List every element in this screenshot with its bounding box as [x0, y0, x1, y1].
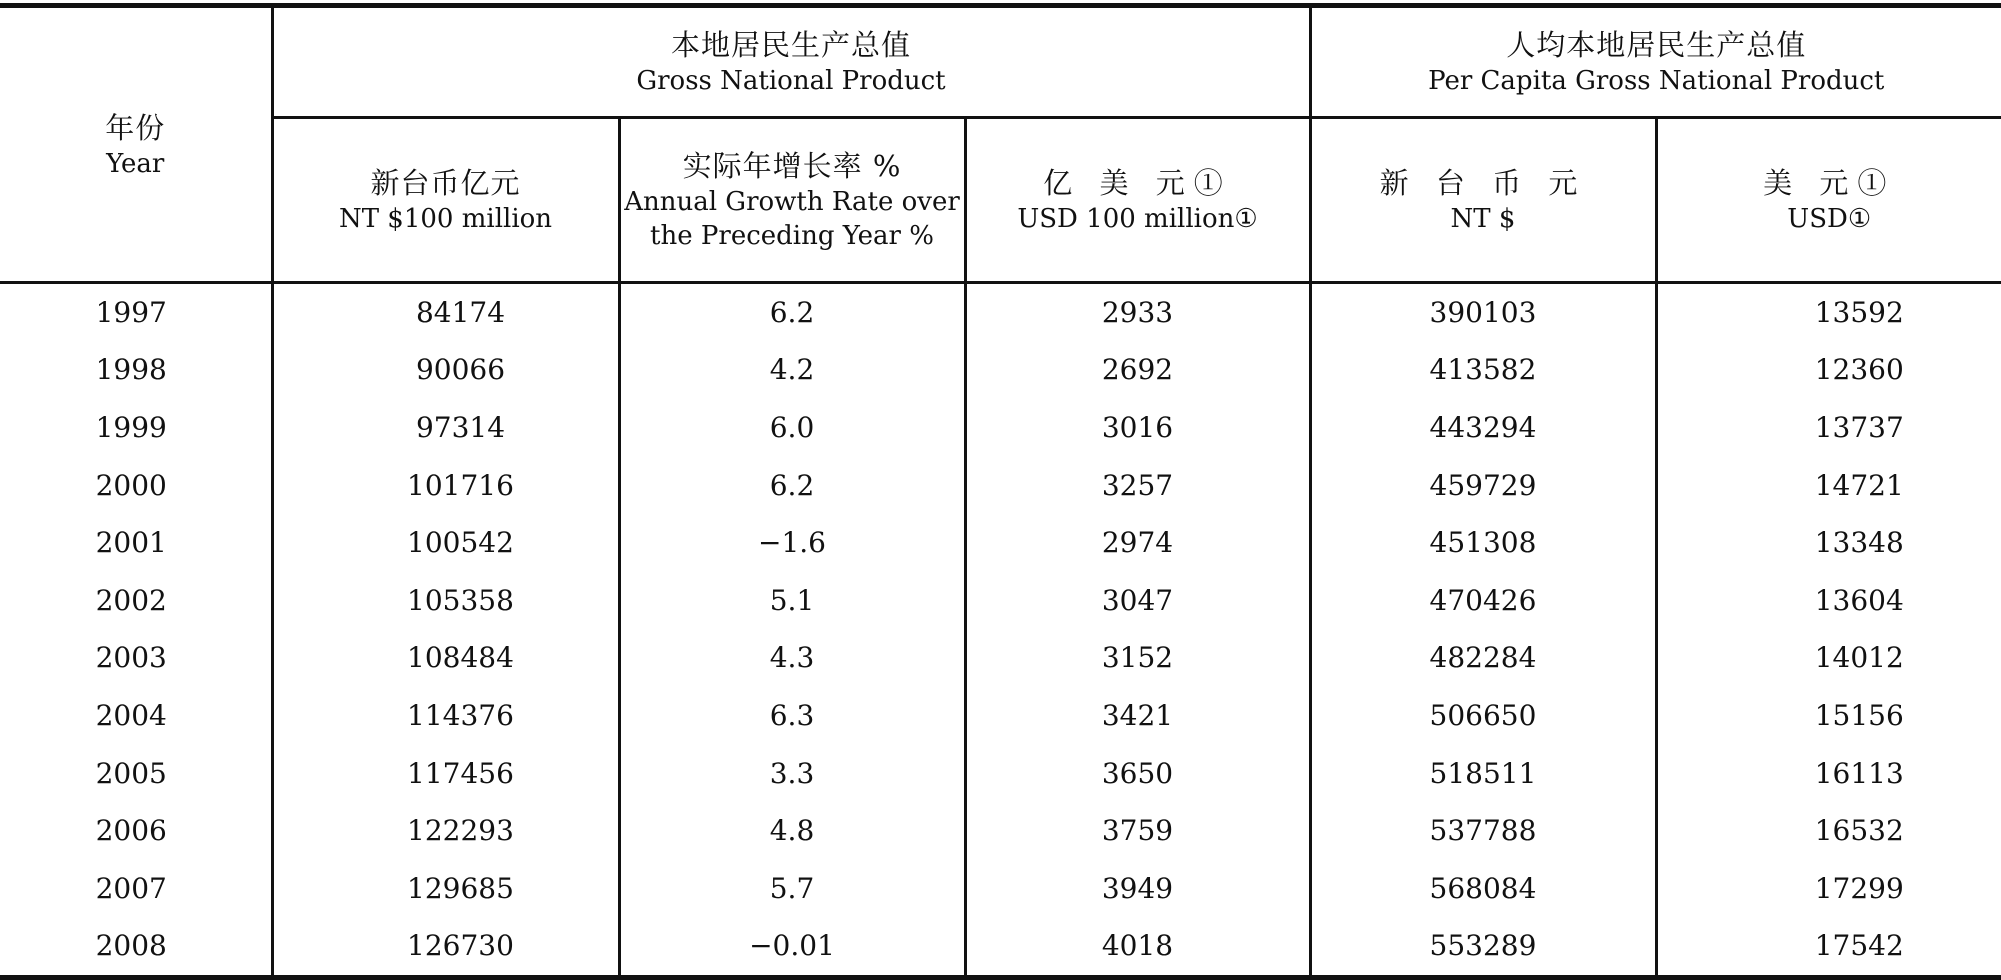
nt-100m-cell: 126730 [272, 918, 619, 978]
nt-100m-cell: 90066 [272, 342, 619, 400]
usd-100m-cell: 3650 [965, 745, 1310, 803]
per-capita-group-header-zh: 人均本地居民生产总值 [1312, 26, 2001, 64]
usd-per-capita-cell: 16113 [1656, 745, 2001, 803]
gnp-group-header-en: Gross National Product [274, 64, 1309, 98]
year-cell: 2002 [0, 572, 272, 630]
gnp-group-header-zh: 本地居民生产总值 [274, 26, 1309, 64]
usd-per-capita-cell: 13737 [1656, 399, 2001, 457]
nt-per-capita-cell: 443294 [1310, 399, 1656, 457]
table-row [0, 399, 2001, 457]
nt-per-capita-cell: 518511 [1310, 745, 1656, 803]
growth-rate-cell: 6.3 [619, 687, 965, 745]
column-header-en: USD① [1658, 202, 2001, 236]
column-header-zh: 新 台 币 元 [1312, 164, 1655, 202]
nt-per-capita-cell: 506650 [1310, 687, 1656, 745]
year-header-en: Year [0, 147, 271, 181]
table-row [0, 860, 2001, 918]
column-header-zh: 新台币亿元 [274, 164, 618, 202]
usd-per-capita-cell: 17299 [1656, 860, 2001, 918]
year-cell: 2007 [0, 860, 272, 918]
nt-100m-cell: 97314 [272, 399, 619, 457]
year-cell: 1999 [0, 399, 272, 457]
usd-per-capita-cell: 14012 [1656, 630, 2001, 688]
usd-per-capita-cell: 13348 [1656, 514, 2001, 572]
growth-rate-cell: 4.8 [619, 802, 965, 860]
nt-100m-cell: 122293 [272, 802, 619, 860]
nt-100m-cell: 117456 [272, 745, 619, 803]
usd-100m-cell: 3257 [965, 457, 1310, 515]
nt-per-capita-cell: 451308 [1310, 514, 1656, 572]
table-row [0, 630, 2001, 688]
usd-per-capita-cell: 12360 [1656, 342, 2001, 400]
usd-100m-cell: 3016 [965, 399, 1310, 457]
usd-per-capita-cell: 17542 [1656, 918, 2001, 978]
per-capita-group-header-en: Per Capita Gross National Product [1312, 64, 2001, 98]
nt-per-capita-column-header [1310, 118, 1656, 283]
nt-per-capita-cell: 459729 [1310, 457, 1656, 515]
year-cell: 2003 [0, 630, 272, 688]
growth-rate-cell: −1.6 [619, 514, 965, 572]
year-cell: 1998 [0, 342, 272, 400]
table-row [0, 514, 2001, 572]
column-header-en: NT $100 million [274, 202, 618, 236]
usd-100m-cell: 2933 [965, 283, 1310, 342]
nt-100m-cell: 108484 [272, 630, 619, 688]
usd-per-capita-cell: 15156 [1656, 687, 2001, 745]
gnp-statistics-table [0, 3, 2001, 980]
column-header-zh: 实际年增长率 % [621, 147, 964, 185]
growth-rate-cell: 5.1 [619, 572, 965, 630]
nt-100m-cell: 114376 [272, 687, 619, 745]
growth-rate-cell: 6.2 [619, 457, 965, 515]
table-row [0, 687, 2001, 745]
column-header-en: Annual Growth Rate over [621, 185, 964, 219]
column-header-en: NT $ [1312, 202, 1655, 236]
year-cell: 2008 [0, 918, 272, 978]
usd-100m-cell: 2692 [965, 342, 1310, 400]
nt-100m-cell: 100542 [272, 514, 619, 572]
gnp-group-header [272, 6, 1310, 118]
nt-100m-cell: 101716 [272, 457, 619, 515]
table-row [0, 745, 2001, 803]
usd-100m-cell: 4018 [965, 918, 1310, 978]
nt-per-capita-cell: 568084 [1310, 860, 1656, 918]
year-cell: 2006 [0, 802, 272, 860]
growth-rate-cell: 5.7 [619, 860, 965, 918]
year-column-header [0, 6, 272, 283]
usd-per-capita-cell: 13592 [1656, 283, 2001, 342]
nt-100m-cell: 129685 [272, 860, 619, 918]
growth-rate-cell: 4.2 [619, 342, 965, 400]
column-header-en-line2: the Preceding Year % [621, 219, 964, 253]
year-cell: 2000 [0, 457, 272, 515]
usd-per-capita-cell: 16532 [1656, 802, 2001, 860]
usd-100m-column-header [965, 118, 1310, 283]
column-header-zh: 亿 美 元① [967, 164, 1309, 202]
growth-rate-cell: 6.2 [619, 283, 965, 342]
column-header-en: USD 100 million① [967, 202, 1309, 236]
growth-rate-cell: 3.3 [619, 745, 965, 803]
table-body [0, 283, 2001, 978]
table-row [0, 283, 2001, 342]
year-cell: 2001 [0, 514, 272, 572]
usd-per-capita-column-header [1656, 118, 2001, 283]
table-row [0, 802, 2001, 860]
nt-per-capita-cell: 413582 [1310, 342, 1656, 400]
usd-100m-cell: 3759 [965, 802, 1310, 860]
table-row [0, 918, 2001, 978]
usd-100m-cell: 3949 [965, 860, 1310, 918]
table-row [0, 572, 2001, 630]
column-header-zh: 美 元① [1658, 164, 2001, 202]
growth-rate-cell: 4.3 [619, 630, 965, 688]
usd-per-capita-cell: 13604 [1656, 572, 2001, 630]
nt-per-capita-cell: 482284 [1310, 630, 1656, 688]
per-capita-group-header [1310, 6, 2001, 118]
nt-per-capita-cell: 553289 [1310, 918, 1656, 978]
usd-100m-cell: 3152 [965, 630, 1310, 688]
usd-100m-cell: 3047 [965, 572, 1310, 630]
usd-100m-cell: 2974 [965, 514, 1310, 572]
year-cell: 1997 [0, 283, 272, 342]
growth-rate-cell: −0.01 [619, 918, 965, 978]
usd-100m-cell: 3421 [965, 687, 1310, 745]
year-header-zh: 年份 [0, 109, 271, 147]
statistics-table-page [0, 3, 2001, 973]
nt-100m-column-header [272, 118, 619, 283]
growth-rate-column-header [619, 118, 965, 283]
nt-100m-cell: 105358 [272, 572, 619, 630]
table-row [0, 457, 2001, 515]
nt-100m-cell: 84174 [272, 283, 619, 342]
table-header [0, 6, 2001, 283]
usd-per-capita-cell: 14721 [1656, 457, 2001, 515]
table-row [0, 342, 2001, 400]
growth-rate-cell: 6.0 [619, 399, 965, 457]
nt-per-capita-cell: 537788 [1310, 802, 1656, 860]
year-cell: 2004 [0, 687, 272, 745]
nt-per-capita-cell: 390103 [1310, 283, 1656, 342]
year-cell: 2005 [0, 745, 272, 803]
nt-per-capita-cell: 470426 [1310, 572, 1656, 630]
